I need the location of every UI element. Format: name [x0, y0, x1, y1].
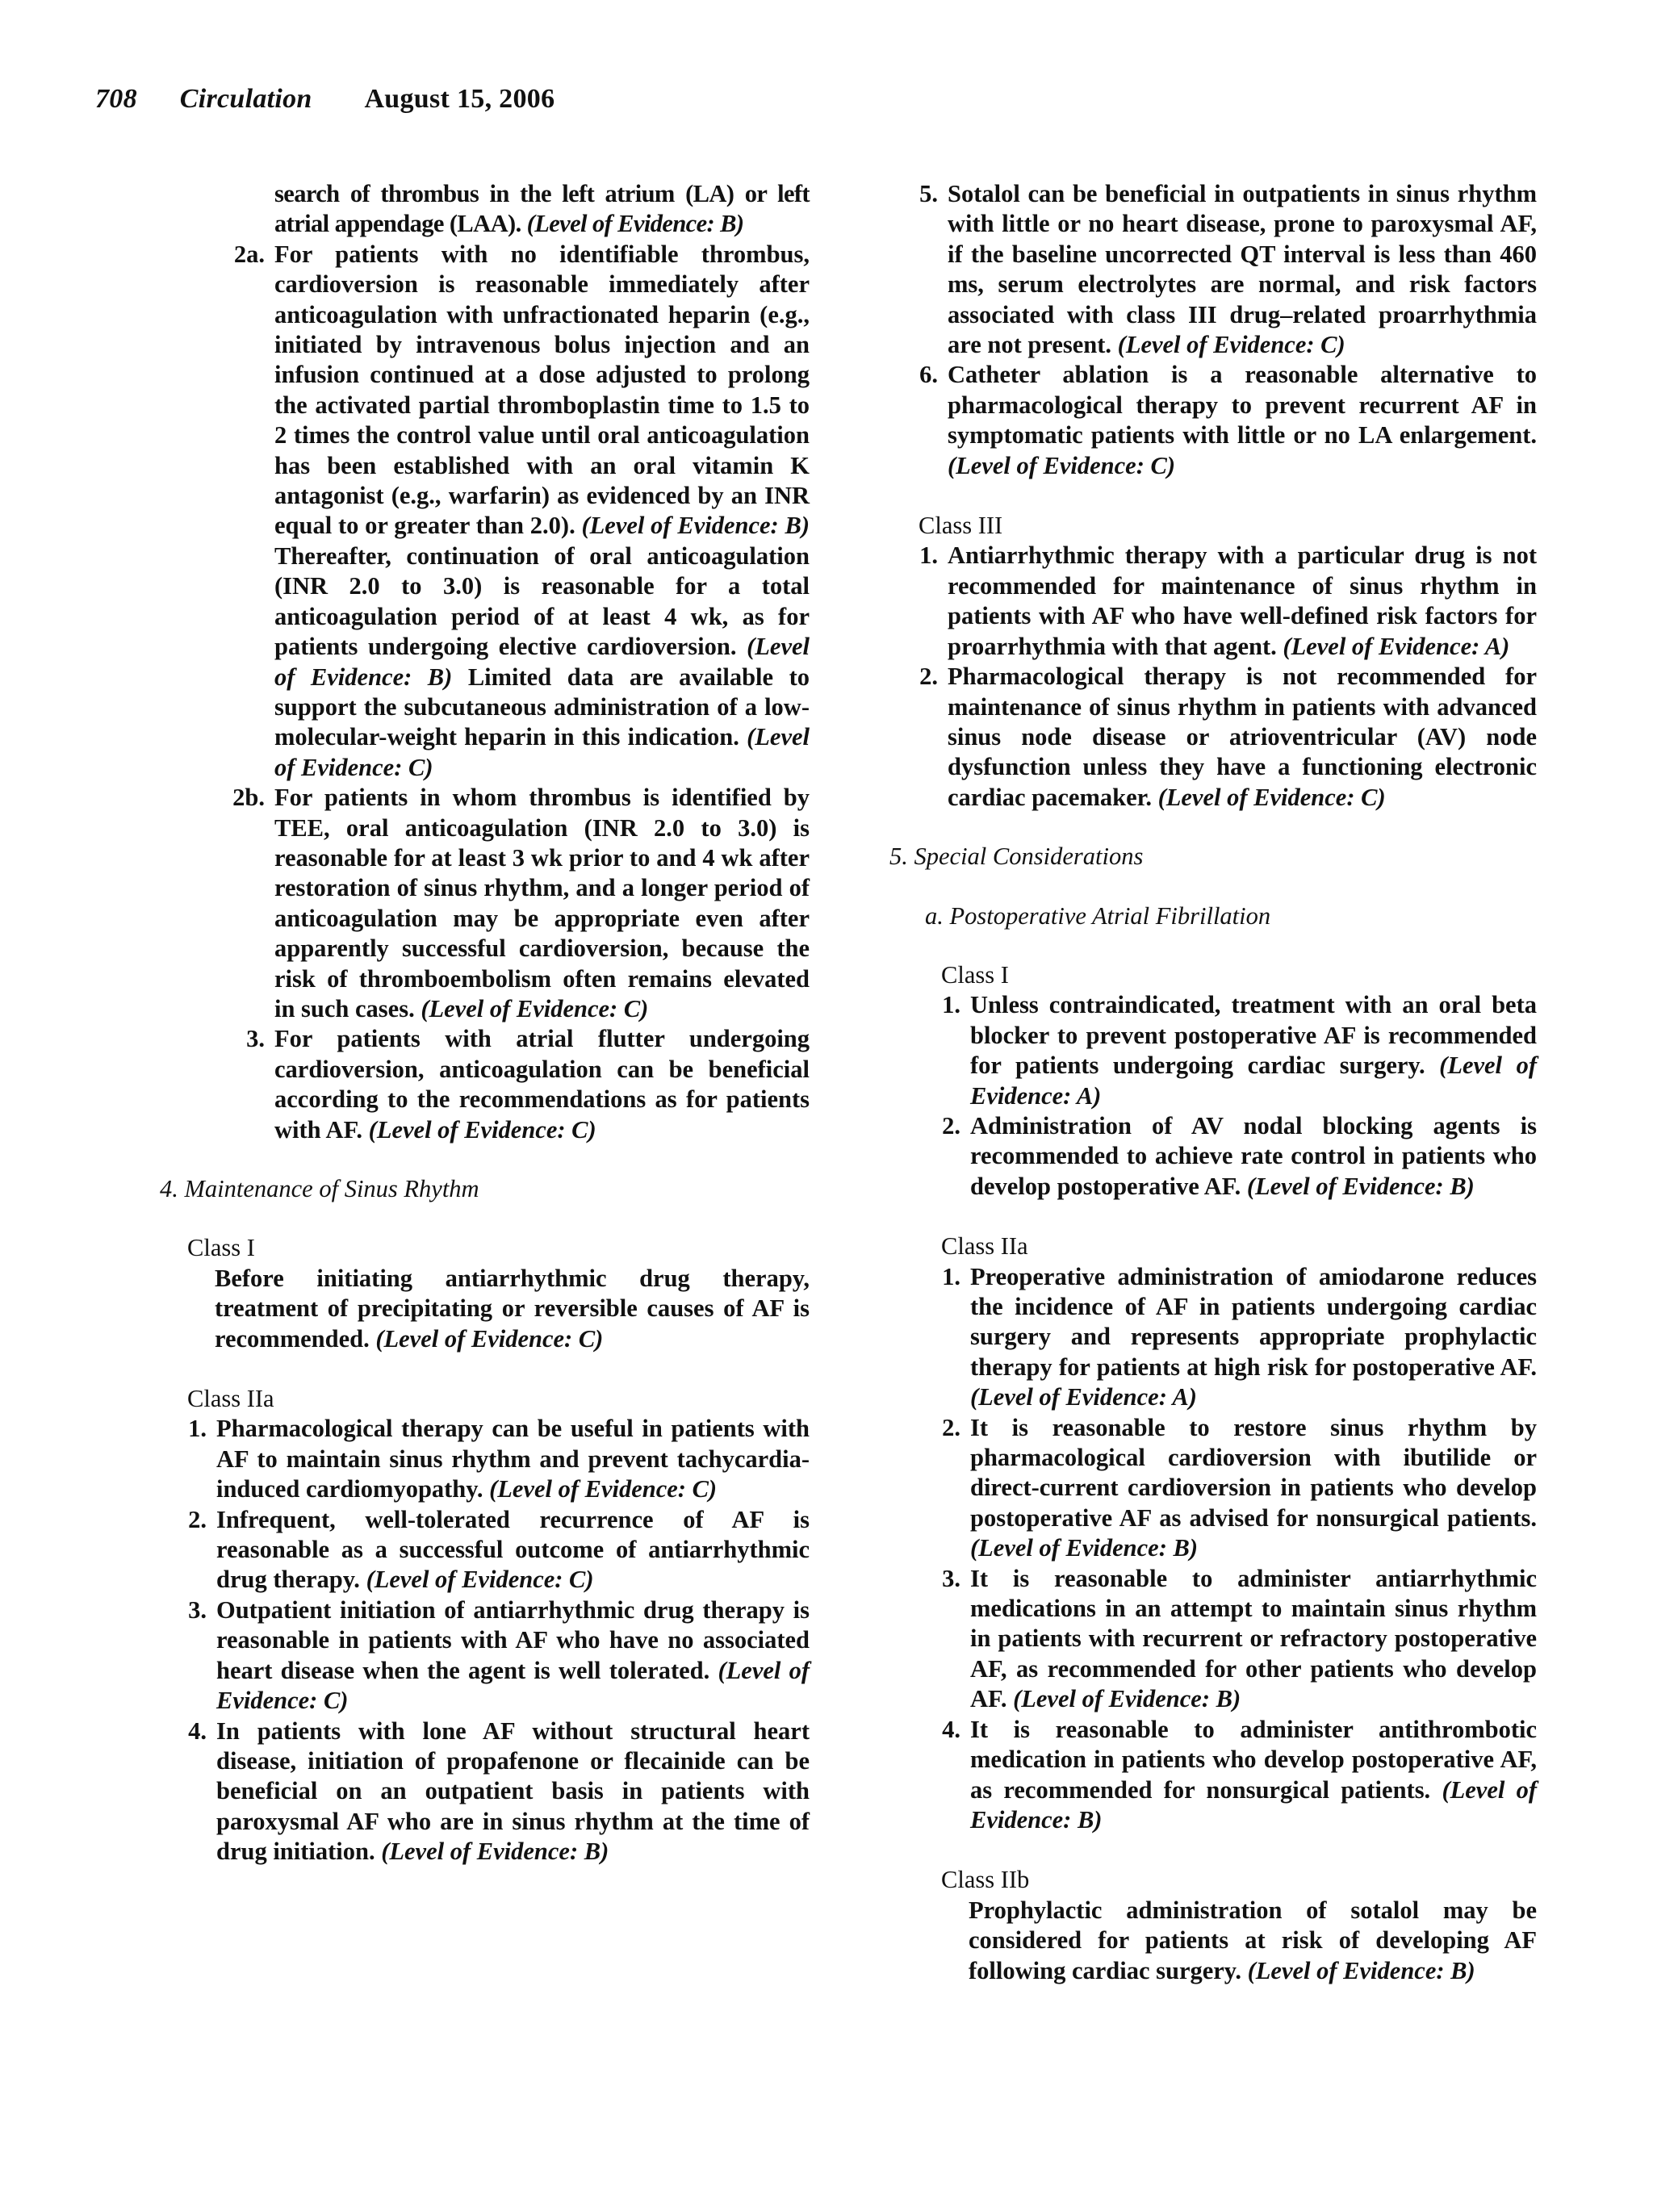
- item-text-part: For patients with no identifiable thrombus, cardioversion is reasonable immediately after anticoagulation with unfractionated heparin (e.g., initiated by intravenous bolus injection and an infusion continued at a dose adjusted to prolong the activated partial thromboplastin time to 1.5 to 2 times the control value until oral anticoagulation has been established with an oral vitamin K antagonist (e.g., warfarin) as evidenced by an INR equal to or greater than 2.0).: [274, 240, 810, 540]
- item-text-part: It is reasonable to restore sinus rhythm by pharmacological cardioversion with ibutilide or direct-current cardioversion in patients who develop postoperative AF as advised for nonsurgical patients.: [970, 1413, 1537, 1532]
- recommendation-2b: [229, 783, 810, 1024]
- item-number: 2.: [188, 1505, 207, 1533]
- level-of-evidence: (Level of Evidence: B): [581, 512, 810, 540]
- recommendation-item: [925, 1413, 1537, 1564]
- recommendation-3: [229, 1024, 810, 1145]
- item-text-part: Administration of AV nodal blocking agents is recommended to achieve rate control in patients who develop postoperative AF.: [970, 1111, 1537, 1200]
- level-of-evidence: (Level of Evidence: C): [1117, 331, 1345, 359]
- section-title: 5. Special Considerations: [889, 843, 1144, 871]
- item-text: [970, 1715, 1537, 1836]
- item-text-part: Sotalol can be beneficial in outpatients in sinus rhythm with little or no heart disease, prone to paroxysmal AF, if the baseline uncorrected QT interval is less than 460 ms, serum electrolytes are normal, and risk factors associated with class III drug–related proarrhythmia are not present.: [948, 180, 1537, 359]
- item-text-part: In patients with lone AF without structural heart disease, initiation of propafenone or flecainide can be beneficial on an outpatient basis in patients with paroxysmal AF who are in sinus rhythm at the time of drug initiation.: [216, 1716, 810, 1866]
- item-text: [948, 541, 1537, 662]
- item-text: [216, 1716, 810, 1867]
- item-text: [216, 1414, 810, 1504]
- paragraph-text: Before initiating antiarrhythmic drug therapy, treatment of precipitating or reversible causes of AF is recommended.: [215, 1264, 810, 1353]
- item-number: 1.: [919, 542, 938, 570]
- item-number: 1.: [942, 991, 960, 1019]
- item-number: 3.: [188, 1595, 207, 1624]
- left-column: [160, 179, 810, 1867]
- recommendation-list: [938, 1262, 1537, 1836]
- item-text-part: Pharmacological therapy can be useful in patients with AF to maintain sinus rhythm and prevent tachycardia-induced cardiomyopathy.: [216, 1415, 810, 1503]
- recommendation-list: [938, 990, 1537, 1202]
- recommendation-item: [925, 990, 1537, 1111]
- level-of-evidence: (Level of Evidence: B): [274, 633, 810, 691]
- item-text: [948, 360, 1537, 481]
- page-number: 708: [95, 84, 137, 114]
- item-text-part: Preoperative administration of amiodarone reduces the incidence of AF in patients undergoing cardiac surgery and represents appropriate prophylactic therapy for patients at high risk for postoperative AF.: [970, 1262, 1537, 1381]
- class-paragraph: [215, 1264, 810, 1354]
- paragraph-text: Prophylactic administration of sotalol may be considered for patients at risk of developing AF following cardiac surgery.: [969, 1896, 1537, 1984]
- item-text-part: Outpatient initiation of antiarrhythmic drug therapy is reasonable in patients with AF who have no associated heart disease when the agent is well tolerated.: [216, 1595, 810, 1684]
- item-number: 5.: [919, 180, 938, 207]
- item-number: 2a.: [233, 240, 265, 268]
- recommendation-item: [171, 1414, 810, 1504]
- level-of-evidence: (Level of Evidence: C): [948, 451, 1175, 479]
- recommendation-item: [902, 179, 1537, 360]
- recommendation-2a: [229, 240, 810, 783]
- class-heading: Class I: [187, 1234, 255, 1262]
- item-text: [216, 1595, 810, 1716]
- level-of-evidence: (Level of Evidence: C): [366, 1566, 594, 1594]
- right-column: [889, 179, 1537, 1986]
- level-of-evidence: (Level of Evidence: A): [1283, 632, 1510, 660]
- level-of-evidence: (Level of Evidence: B): [1247, 1956, 1475, 1984]
- class-heading: Class IIa: [941, 1232, 1028, 1261]
- class-heading: Class IIb: [941, 1866, 1030, 1894]
- item-number: 4.: [188, 1716, 207, 1745]
- item-text: [970, 1111, 1537, 1202]
- item-text-part: For patients in whom thrombus is identified by TEE, oral anticoagulation (INR 2.0 to 3.0) is reasonable for at least 3 wk prior to and 4 wk after restoration of sinus rhythm, and a longer period of anticoagulation may be appropriate even after apparently successful cardioversion, because the risk of thromboembolism often remains elevated in such cases.: [274, 784, 810, 1022]
- item-text: [948, 662, 1537, 813]
- level-of-evidence: (Level of Evidence: B): [526, 210, 744, 238]
- recommendation-list: [915, 179, 1537, 481]
- running-header: [95, 84, 554, 115]
- item-number: 6.: [919, 361, 938, 389]
- level-of-evidence: (Level of Evidence: B): [381, 1838, 609, 1866]
- class-heading: Class IIa: [187, 1385, 274, 1413]
- class-heading: Class I: [941, 960, 1009, 989]
- recommendation-item: [902, 360, 1537, 481]
- item-text: [216, 1505, 810, 1595]
- item-number: 2.: [919, 663, 938, 691]
- recommendation-item: [925, 1262, 1537, 1413]
- recommendation-item: [925, 1564, 1537, 1715]
- recommendation-list: [915, 541, 1537, 813]
- class-paragraph: [969, 1896, 1537, 1986]
- item-text-part: Limited data are available to support the subcutaneous administration of a low-molecular-weight heparin in this indication.: [274, 663, 810, 751]
- item-text-part: Antiarrhythmic therapy with a particular drug is not recommended for maintenance of sinus rhythm in patients with AF who have well-defined risk factors for proarrhythmia with that agent.: [948, 542, 1537, 660]
- item-number: 2.: [942, 1413, 960, 1441]
- item-text: [970, 1262, 1537, 1413]
- item-text: [970, 1413, 1537, 1564]
- continued-paragraph: [274, 179, 810, 240]
- item-text-part: Unless contraindicated, treatment with an oral beta blocker to prevent postoperative AF is recommended for patients undergoing cardiac surgery.: [970, 991, 1537, 1080]
- item-text: [274, 1024, 810, 1145]
- level-of-evidence: (Level of Evidence: C): [216, 1656, 810, 1715]
- recommendation-item: [171, 1595, 810, 1716]
- item-number: 2.: [942, 1111, 960, 1139]
- level-of-evidence: (Level of Evidence: C): [421, 994, 649, 1022]
- item-text: [970, 1564, 1537, 1715]
- item-number: 3.: [246, 1025, 265, 1053]
- class-heading: Class III: [919, 512, 1003, 540]
- item-text: [274, 783, 810, 1024]
- level-of-evidence: (Level of Evidence: C): [375, 1324, 604, 1353]
- item-number: 2b.: [232, 784, 265, 812]
- item-text-part: It is reasonable to administer antithrombotic medication in patients who develop postoperative AF, as recommended for nonsurgical patients.: [970, 1715, 1537, 1804]
- recommendation-list: [184, 1414, 810, 1867]
- section-title: 4. Maintenance of Sinus Rhythm: [160, 1175, 479, 1202]
- level-of-evidence: (Level of Evidence: C): [368, 1115, 596, 1144]
- item-text-part: It is reasonable to administer antiarrhythmic medications in an attempt to maintain sinus rhythm in patients with recurrent or refractory postoperative AF, as recommended for other patients who develop AF.: [970, 1564, 1537, 1713]
- item-text: [948, 179, 1537, 360]
- level-of-evidence: (Level of Evidence: A): [970, 1052, 1537, 1110]
- recommendation-item: [171, 1505, 810, 1595]
- item-text-part: Catheter ablation is a reasonable alternative to pharmacological therapy to prevent recurrent AF in symptomatic patients with little or no LA enlargement.: [948, 361, 1537, 450]
- item-number: 4.: [942, 1715, 960, 1743]
- item-text-part: Thereafter, continuation of oral anticoagulation (INR 2.0 to 3.0) is reasonable for a total anticoagulation period of at least 4 wk, as for patients undergoing elective cardioversion.: [274, 542, 810, 661]
- journal-name: Circulation: [179, 84, 312, 114]
- recommendation-item: [925, 1715, 1537, 1836]
- subsection-title: a. Postoperative Atrial Fibrillation: [925, 901, 1271, 930]
- item-number: 3.: [942, 1564, 960, 1592]
- recommendation-item: [925, 1111, 1537, 1202]
- item-text-part: For patients with atrial flutter undergoing cardioversion, anticoagulation can be beneficial according to the recommendations as for patients with AF.: [274, 1025, 810, 1144]
- issue-date: August 15, 2006: [364, 84, 555, 114]
- item-text: [274, 240, 810, 783]
- level-of-evidence: (Level of Evidence: B): [1246, 1172, 1475, 1200]
- item-number: 1.: [188, 1415, 207, 1443]
- recommendation-item: [902, 541, 1537, 662]
- item-text-part: Pharmacological therapy is not recommended for maintenance of sinus rhythm in patients with advanced sinus node disease or atrioventricular (AV) node dysfunction unless they have a functioning electronic cardiac pacemaker.: [948, 663, 1537, 811]
- level-of-evidence: (Level of Evidence: A): [970, 1383, 1197, 1411]
- item-text: [970, 990, 1537, 1111]
- item-text-part: Infrequent, well-tolerated recurrence of AF is reasonable as a successful outcome of antiarrhythmic drug therapy.: [216, 1505, 810, 1594]
- level-of-evidence: (Level of Evidence: B): [970, 1534, 1198, 1562]
- level-of-evidence: (Level of Evidence: C): [1157, 783, 1386, 811]
- continued-text: search of thrombus in the left atrium (LA) or left atrial appendage (LAA).: [274, 180, 810, 238]
- level-of-evidence: (Level of Evidence: C): [489, 1475, 718, 1503]
- item-number: 1.: [942, 1262, 960, 1290]
- level-of-evidence: (Level of Evidence: C): [274, 723, 810, 781]
- level-of-evidence: (Level of Evidence: B): [1013, 1685, 1241, 1713]
- recommendation-item: [902, 662, 1537, 813]
- recommendation-item: [171, 1716, 810, 1867]
- level-of-evidence: (Level of Evidence: B): [970, 1775, 1537, 1834]
